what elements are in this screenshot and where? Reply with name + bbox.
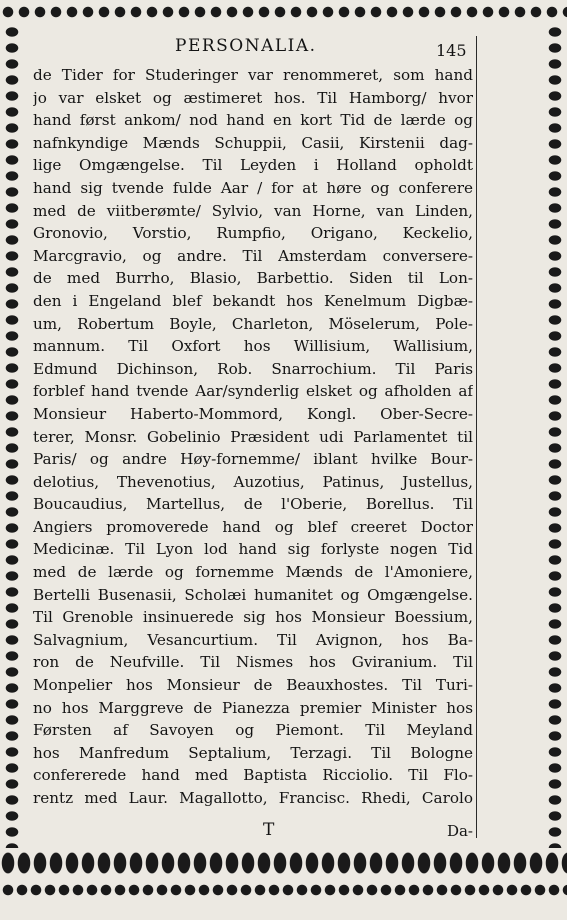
running-head: PERSONALIA.: [175, 36, 317, 56]
text-line: de med Burrho, Blasio, Barbettio. Siden til Lon-: [33, 269, 473, 288]
text-line: Medicinæ. Til Lyon lod hand sig forlyste nogen Tid: [33, 540, 473, 559]
signature-mark: T: [263, 820, 275, 840]
text-line: Monpelier hos Monsieur de Beauxhostes. Til Turi-: [33, 676, 473, 695]
text-line: hand sig tvende fulde Aar / for at høre og conferere: [33, 178, 473, 197]
text-line: rentz med Laur. Magallotto, Francisc. Rhedi, Carolo: [33, 789, 473, 807]
text-line: Boucaudius, Martellus, de l'Oberie, Borellus. Til: [33, 495, 473, 514]
page-number: 145: [436, 41, 467, 60]
text-line: ron de Neufville. Til Nismes hos Gviranium. Til: [33, 653, 473, 672]
text-line: hand først ankom/ nod hand en kort Tid de lærde og: [33, 111, 473, 130]
text-line: Salvagnium, Vesancurtium. Til Avignon, hos Ba-: [33, 630, 473, 649]
text-line: terer, Monsr. Gobelinio Præsident udi Parlamentet til: [33, 427, 473, 446]
text-line: confererede hand med Baptista Ricciolio. Til Flo-: [33, 766, 473, 785]
text-line: lige Omgængelse. Til Leyden i Holland opholdt: [33, 156, 473, 175]
left-ornamental-border: [0, 24, 24, 848]
top-ornamental-border: [0, 0, 567, 24]
text-line: delotius, Thevenotius, Auzotius, Patinus, Justellus,: [33, 472, 473, 491]
bottom-ornamental-border: [0, 848, 567, 878]
text-line: Gronovio, Vorstio, Rumpfio, Origano, Keckelio,: [33, 224, 473, 243]
bottom-ornamental-border-lower: [0, 878, 567, 898]
text-line: mannum. Til Oxfort hos Willisium, Wallisium,: [33, 337, 473, 356]
text-line: um, Robertum Boyle, Charleton, Möselerum, Pole-: [33, 314, 473, 333]
right-margin-rule: [476, 36, 477, 838]
text-line: Paris/ og andre Høy-fornemme/ iblant hvilke Bour-: [33, 450, 473, 469]
text-line: Angiers promoverede hand og blef creeret Doctor: [33, 517, 473, 536]
text-line: jo var elsket og æstimeret hos. Til Hamborg/ hvor: [33, 88, 473, 107]
text-line: hos Manfredum Septalium, Terzagi. Til Bologne: [33, 743, 473, 762]
text-line: forblef hand tvende Aar/synderlig elsket og afholden af: [33, 382, 473, 401]
text-line: Monsieur Haberto-Mommord, Kongl. Ober-Secre-: [33, 404, 473, 423]
page-footer: [33, 820, 473, 844]
catchword: Da-: [446, 822, 473, 840]
text-line: Førsten af Savoyen og Piemont. Til Meyland: [33, 721, 473, 740]
text-line: Edmund Dichinson, Rob. Snarrochium. Til Paris: [33, 359, 473, 378]
right-ornamental-border: [543, 24, 567, 848]
text-line: Marcgravio, og andre. Til Amsterdam conversere-: [33, 246, 473, 265]
text-line: den i Engeland blef bekandt hos Kenelmum Digbæ-: [33, 291, 473, 310]
text-line: med de lærde og fornemme Mænds de l'Amoniere,: [33, 563, 473, 582]
text-line: Bertelli Busenasii, Scholæi humanitet og Omgængelse.: [33, 585, 473, 604]
text-line: nafnkyndige Mænds Schuppii, Casii, Kirstenii dag-: [33, 133, 473, 152]
text-line: med de viitberømte/ Sylvio, van Horne, van Linden,: [33, 201, 473, 220]
text-line: Til Grenoble insinuerede sig hos Monsieur Boessium,: [33, 608, 473, 627]
text-line: de Tider for Studeringer var renommeret, som hand: [33, 66, 473, 84]
body-text: [33, 64, 473, 810]
text-line: no hos Marggreve de Pianezza premier Minister hos: [33, 698, 473, 717]
